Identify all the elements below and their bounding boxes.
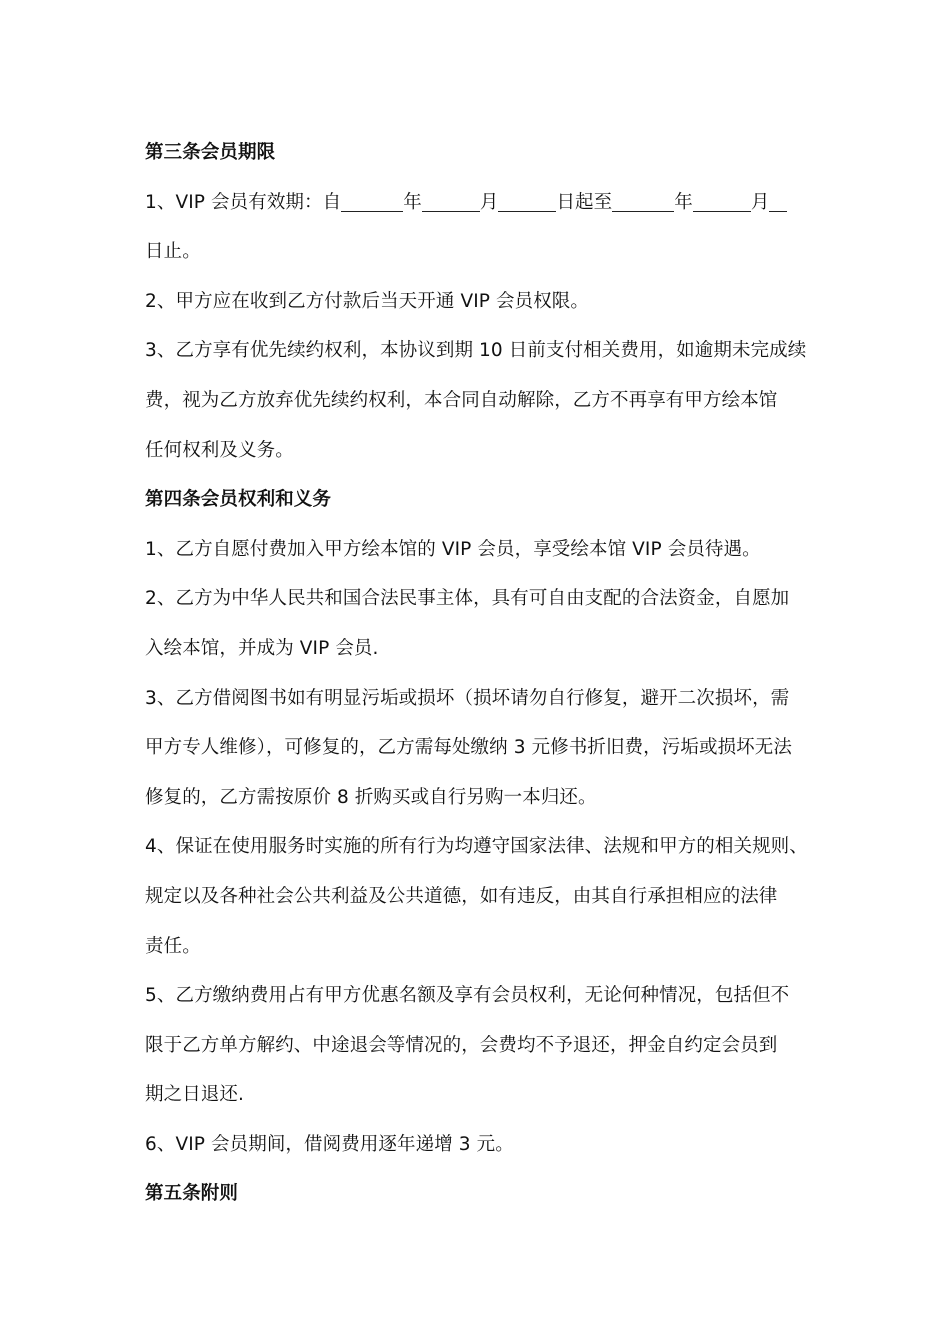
- article-3-heading: 第三条会员期限: [145, 142, 276, 163]
- article-4-item-1: 1、乙方自愿付费加入甲方绘本馆的 VIP 会员，享受绘本馆 VIP 会员待遇。: [145, 538, 761, 560]
- article-3-item-3-line-2: 费，视为乙方放弃优先续约权利，本合同自动解除，乙方不再享有甲方绘本馆: [145, 389, 778, 411]
- article-4-item-4-line-3: 责任。: [145, 935, 201, 957]
- article-3-item-1-end: 日止。: [145, 241, 201, 263]
- end-year-blank: [612, 192, 674, 212]
- article-4-item-5-line-2: 限于乙方单方解约、中途退会等情况的，会费均不予退还，押金自约定会员到: [145, 1034, 778, 1056]
- end-day-blank: [769, 192, 787, 212]
- article-4-item-2-line-1: 2、乙方为中华人民共和国合法民事主体，具有可自由支配的合法资金，自愿加: [145, 588, 790, 610]
- unit-year-end: 年: [674, 191, 693, 213]
- article-3-item-2: 2、甲方应在收到乙方付款后当天开通 VIP 会员权限。: [145, 290, 590, 312]
- article-4-item-3-line-3: 修复的，乙方需按原价 8 折购买或自行另购一本归还。: [145, 786, 597, 808]
- article-3-item-3-line-3: 任何权利及义务。: [145, 439, 294, 461]
- validity-prefix: 1、VIP 会员有效期：自: [145, 191, 342, 213]
- article-4-item-6: 6、VIP 会员期间，借阅费用逐年递增 3 元。: [145, 1133, 514, 1155]
- article-4-heading: 第四条会员权利和义务: [145, 489, 332, 511]
- unit-month-end: 月: [750, 191, 770, 213]
- article-4-item-4-line-1: 4、保证在使用服务时实施的所有行为均遵守国家法律、法规和甲方的相关规则、: [145, 836, 808, 858]
- article-5-heading: 第五条附则: [145, 1183, 239, 1205]
- unit-month: 月: [479, 191, 499, 213]
- document-body: [145, 128, 813, 1219]
- article-3-item-1: [145, 178, 813, 228]
- article-4-item-3-line-1: 3、乙方借阅图书如有明显污垢或损坏（损坏请勿自行修复，避开二次损坏，需: [145, 687, 790, 709]
- article-4-item-3-line-2: 甲方专人维修），可修复的，乙方需每处缴纳 3 元修书折旧费，污垢或损坏无法: [145, 737, 792, 759]
- article-4-item-2-line-2: 入绘本馆，并成为 VIP 会员.: [145, 637, 379, 659]
- unit-day-from: 日起至: [556, 191, 613, 213]
- unit-year: 年: [403, 191, 422, 213]
- start-day-blank: [498, 192, 556, 212]
- end-month-blank: [693, 192, 751, 212]
- article-4-item-5-line-1: 5、乙方缴纳费用占有甲方优惠名额及享有会员权利，无论何种情况，包括但不: [145, 985, 790, 1007]
- start-year-blank: [341, 192, 403, 212]
- article-3-item-3-line-1: 3、乙方享有优先续约权利，本协议到期 10 日前支付相关费用，如逾期未完成续: [145, 340, 807, 362]
- article-4-item-4-line-2: 规定以及各种社会公共利益及公共道德，如有违反，由其自行承担相应的法律: [145, 885, 778, 907]
- start-month-blank: [422, 192, 480, 212]
- article-4-item-5-line-3: 期之日退还.: [145, 1084, 244, 1106]
